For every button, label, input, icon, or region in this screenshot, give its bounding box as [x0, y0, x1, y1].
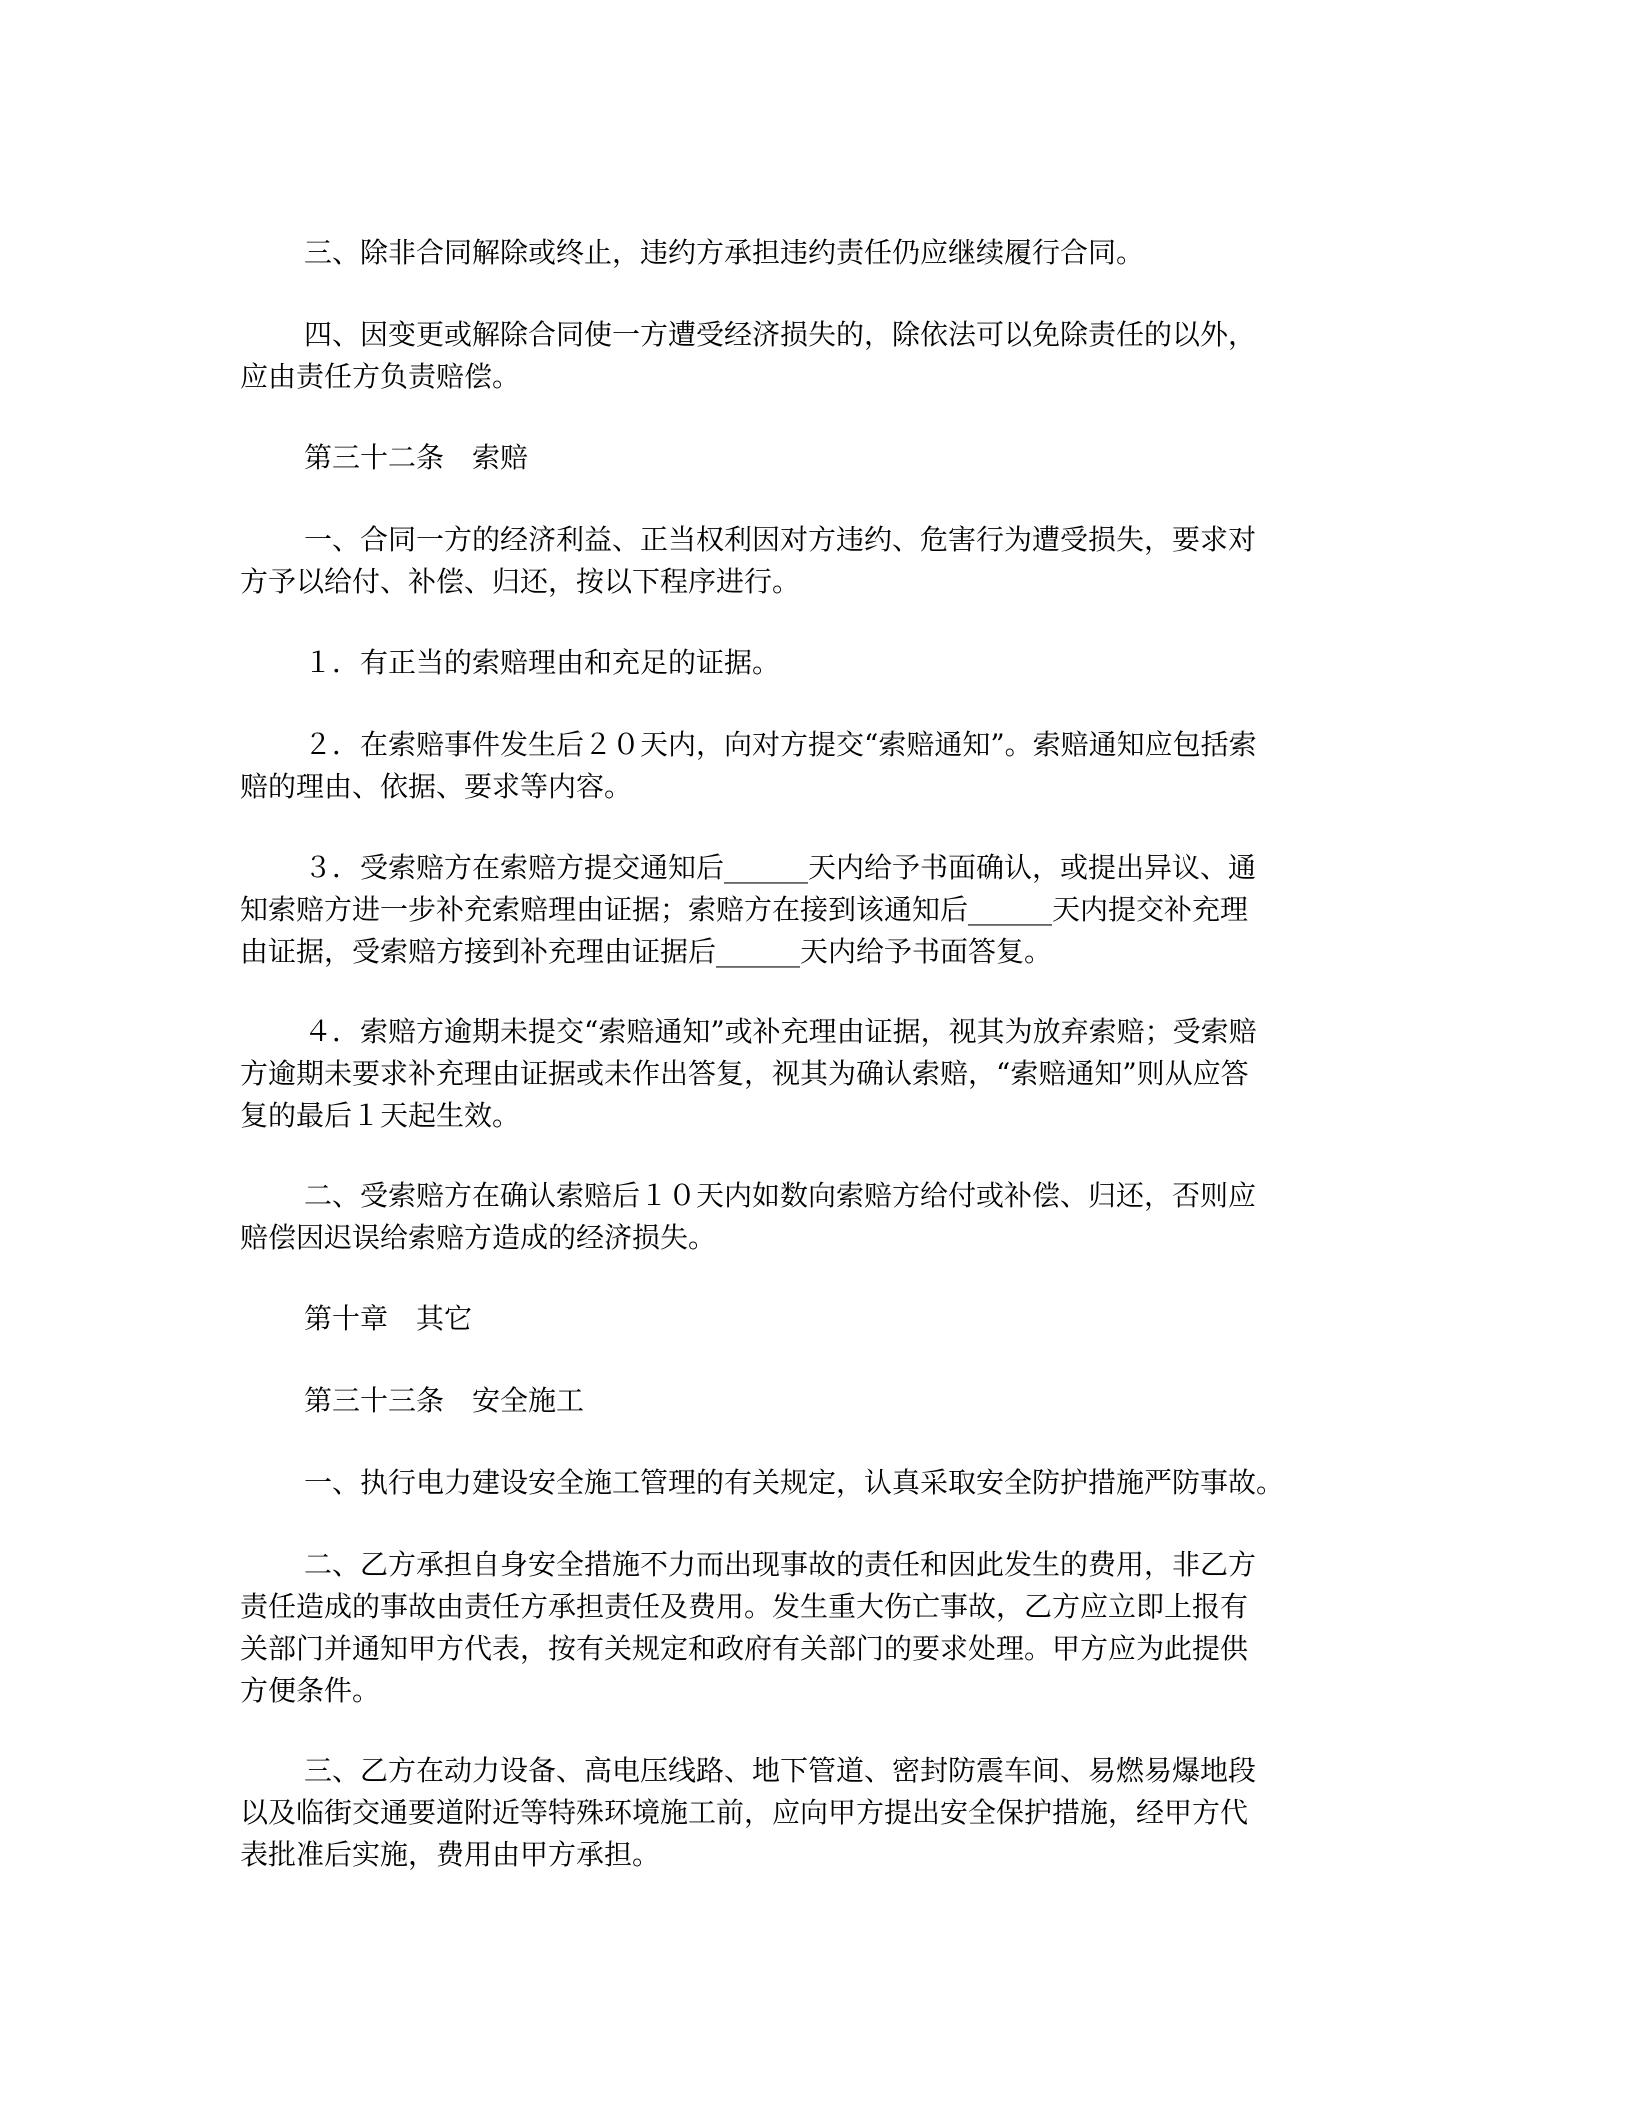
paragraph-special-environment — [240, 1750, 1390, 1876]
text-line: 一、合同一方的经济利益、正当权利因对方违约、危害行为遭受损失，要求对 — [304, 523, 1257, 556]
text-line: 由证据，受索赔方接到补充理由证据后______天内给予书面答复。 — [240, 935, 1053, 968]
text-line: 关部门并通知甲方代表，按有关规定和政府有关部门的要求处理。甲方应为此提供 — [240, 1632, 1249, 1665]
text-line: 二、受索赔方在确认索赔后１０天内如数向索赔方给付或补偿、归还，否则应 — [304, 1179, 1257, 1212]
text-line: 三、乙方在动力设备、高电压线路、地下管道、密封防震车间、易燃易爆地段 — [304, 1754, 1257, 1787]
text-line: 三、除非合同解除或终止，违约方承担违约责任仍应继续履行合同。 — [304, 236, 1145, 269]
text-line: 赔偿因迟误给索赔方造成的经济损失。 — [240, 1221, 717, 1254]
paragraph-compensation-liability — [240, 314, 1390, 398]
paragraph-safety-rules — [240, 1462, 1390, 1504]
text-line: 一、执行电力建设安全施工管理的有关规定，认真采取安全防护措施严防事故。 — [304, 1466, 1285, 1499]
text-line: 方予以给付、补偿、归还，按以下程序进行。 — [240, 565, 801, 598]
article-32-heading: 第三十二条 索赔 — [304, 441, 529, 474]
text-line: 方便条件。 — [240, 1674, 381, 1707]
text-line: ３．受索赔方在索赔方提交通知后______天内给予书面确认，或提出异议、通 — [304, 851, 1257, 884]
text-line: ４．索赔方逾期未提交“索赔通知”或补充理由证据，视其为放弃索赔；受索赔 — [304, 1015, 1257, 1048]
paragraph-claim-procedure — [240, 519, 1390, 603]
text-line: １．有正当的索赔理由和充足的证据。 — [304, 646, 781, 679]
article-33-heading: 第三十三条 安全施工 — [304, 1384, 585, 1417]
text-line: 赔的理由、依据、要求等内容。 — [240, 770, 633, 803]
paragraph-accident-liability — [240, 1544, 1390, 1712]
text-line: 表批准后实施，费用由甲方承担。 — [240, 1838, 661, 1871]
text-line: ２．在索赔事件发生后２０天内，向对方提交“索赔通知”。索赔通知应包括索 — [304, 728, 1257, 761]
text-line: 方逾期未要求补充理由证据或未作出答复，视其为确认索赔，“索赔通知”则从应答 — [240, 1057, 1249, 1090]
text-line: 四、因变更或解除合同使一方遭受经济损失的，除依法可以免除责任的以外， — [304, 318, 1257, 351]
text-line: 以及临街交通要道附近等特殊环境施工前，应向甲方提出安全保护措施，经甲方代 — [240, 1796, 1249, 1829]
text-line: 复的最后１天起生效。 — [240, 1099, 521, 1132]
paragraph-claim-step-4 — [240, 1011, 1390, 1137]
text-line: 应由责任方负责赔偿。 — [240, 360, 521, 393]
paragraph-claim-step-2 — [240, 724, 1390, 808]
text-line: 知索赔方进一步补充索赔理由证据；索赔方在接到该通知后______天内提交补充理 — [240, 893, 1249, 926]
paragraph-claim-step-1 — [240, 642, 1390, 684]
text-line: 责任造成的事故由责任方承担责任及费用。发生重大伤亡事故，乙方应立即上报有 — [240, 1590, 1249, 1623]
paragraph-claim-step-3 — [240, 847, 1390, 973]
paragraph-claim-payment — [240, 1175, 1390, 1259]
chapter-10-heading: 第十章 其它 — [304, 1302, 473, 1335]
paragraph-breach-continue — [240, 232, 1390, 274]
text-line: 二、乙方承担自身安全措施不力而出现事故的责任和因此发生的费用，非乙方 — [304, 1548, 1257, 1581]
